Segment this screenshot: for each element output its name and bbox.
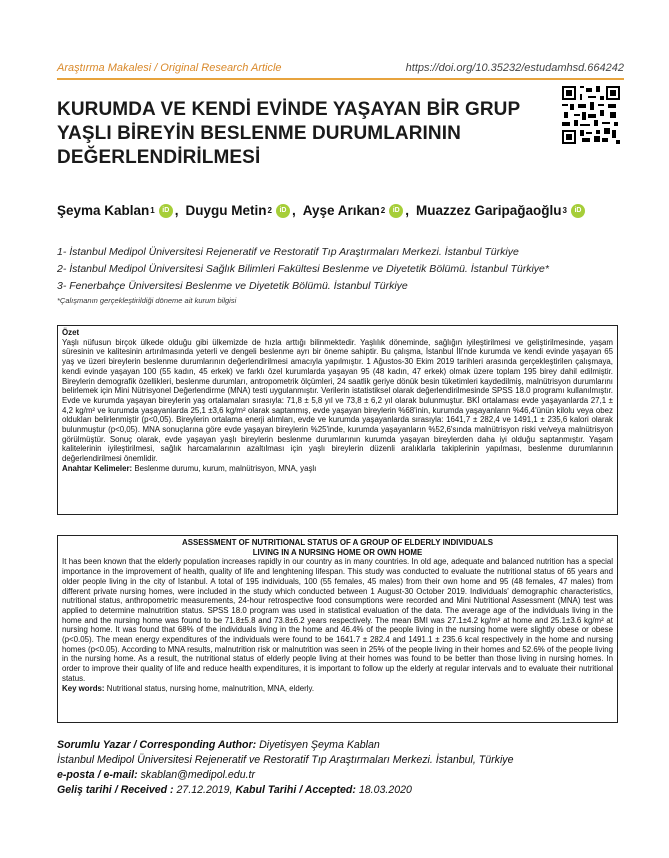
abstract-body: It has been known that the elderly population increases rapidly in our country as in many countries. In old age, adequate and balanced nutrition has a special importance in the improvement of health, quality of life and lenghtening lifespan. This study was conducted to evaluate the nutritional status of 65 years and older people living in the city of Istanbul. A total of 195 individuals, 100 (55 females, 45 males) from their own home and 95 (48 females, 47 males) from different private nursing homes, were included in the study which conducted between 1 August-30 October 2019. Individuals' demographic characteristics, nutritional status, anthropometric measurements, 24-hour retrospective food consumptions were recorded and Mini Nutritional Assessment (MNA) test was applied to determine malnutrition status. SPSS 18.0 program was used in statistical evaluation of the data. The average age of the individuals living in the home and the nursing home was found to be 71.8±5.8 and 73.8±6.2 years respectively. The mean BMI was 27.1±4.2 kg/m² at home and 25.1±3.6 kg/m² at nursing home. It was found that 68% of the individuals living in the home and 46.4% of the people living in the nursing home were slightly obese or obese (p<0.05). The mean energy expenditures of the individuals were found to be 1641.7 ± 282.4 and 1491.1 ± 235.6 kcal respectively in the home and nursing homes (p<0.05). According to MNA results, malnutrition risk or malnutrition was seen in 25% of the people living in their homes and 52.6% of the people living in the nursing home. As a result, the nutritional status of elderly people living at their homes was found to be better than those living in nursing homes. In order to improve their quality of life and reduce health expenditures, it is important to follow up the elderly at regular intervals and to evaluate their nutritional status. [62, 557, 613, 683]
separator: , [405, 203, 409, 218]
email-value[interactable]: skablan@medipol.edu.tr [140, 769, 256, 781]
article-type: Araştırma Makalesi / Original Research Article [57, 62, 282, 74]
author-affiliation-number: 3 [562, 206, 567, 215]
abstract-turkish [57, 325, 618, 515]
orcid-icon[interactable]: iD [159, 204, 173, 218]
author [416, 203, 587, 218]
author [186, 203, 300, 218]
header-row [57, 62, 624, 74]
affiliation-item: 3- Fenerbahçe Üniversitesi Beslenme ve Diyetetik Bölümü. İstanbul Türkiye [57, 280, 408, 292]
corresponding-author-label: Sorumlu Yazar / Corresponding Author: [57, 739, 257, 751]
author-affiliation-number: 2 [267, 206, 272, 215]
keywords-line [62, 464, 613, 474]
received-label: Geliş tarihi / Received : [57, 784, 174, 796]
author-name: Duygu Metin [185, 203, 267, 218]
author [303, 203, 413, 218]
author [57, 203, 183, 218]
abstract-heading: LIVING IN A NURSING HOME OR OWN HOME [252, 547, 423, 557]
email-label: e-posta / e-mail: [57, 769, 138, 781]
affiliation-list [57, 244, 627, 295]
corresponding-institution: İstanbul Medipol Üniversitesi Rejeneratif ve Restoratif Tıp Araştırmaları Merkezi. İstanbul, Türkiye [57, 754, 514, 766]
separator: , [174, 203, 179, 218]
corresponding-author-value: Diyetisyen Şeyma Kablan [259, 739, 380, 751]
author-list [57, 203, 617, 218]
orcid-icon[interactable]: iD [571, 204, 585, 218]
qr-code-icon [562, 86, 620, 144]
keywords-label: Anahtar Kelimeler: [62, 463, 133, 473]
keywords-value: Nutritional status, nursing home, malnutrition, MNA, elderly. [106, 683, 315, 693]
affiliation-item: 2- İstanbul Medipol Üniversitesi Sağlık Bilimleri Fakültesi Beslenme ve Diyetetik Bölümü. İstanbul Türkiye* [57, 263, 549, 275]
corresponding-author-line [57, 738, 617, 753]
orcid-icon[interactable]: iD [389, 204, 403, 218]
doi-link[interactable]: https://doi.org/10.35232/estudamhsd.664242 [405, 62, 624, 74]
author-affiliation-number: 2 [380, 206, 386, 215]
footnote: *Çalışmanın gerçekleştirildiği döneme ait kurum bilgisi [57, 296, 237, 305]
received-value: 27.12.2019, [176, 784, 233, 796]
author-affiliation-number: 1 [150, 206, 155, 215]
author-name: Ayşe Arıkan [302, 203, 380, 218]
dates-line [57, 783, 617, 798]
keywords-value: Beslenme durumu, kurum, malnütrisyon, MNA, yaşlı [134, 463, 317, 473]
article-title: KURUMDA VE KENDİ EVİNDE YAŞAYAN BİR GRUP YAŞLI BİREYİN BESLENME DURUMLARININ DEĞERLENDİRİLMESİ [57, 99, 520, 168]
email-line [57, 768, 617, 783]
author-name: Muazzez Garipağaoğlu [416, 203, 562, 218]
keywords-label: Key words: [62, 683, 105, 693]
accepted-label: Kabul Tarihi / Accepted: [235, 784, 356, 796]
correspondence-block [57, 738, 617, 798]
abstract-heading: Özet [62, 328, 80, 337]
accepted-value: 18.03.2020 [358, 784, 412, 796]
abstract-heading: ASSESSMENT OF NUTRITIONAL STATUS OF A GROUP OF ELDERLY INDIVIDUALS [182, 538, 493, 547]
author-name: Şeyma Kablan [57, 203, 150, 218]
affiliation-item: 1- İstanbul Medipol Üniversitesi Rejeneratif ve Restoratif Tıp Araştırmaları Merkezi. İstanbul Türkiye [57, 246, 519, 258]
keywords-line [62, 684, 613, 694]
orcid-icon[interactable]: iD [276, 204, 290, 218]
abstract-body: Yaşlı nüfusun birçok ülkede olduğu gibi ülkemizde de hızla arttığı bilinmektedir. Yaşlılık döneminde, sağlığın iyileştirilmesi ve geliştirilmesinde, yaşam süresinin ve kalitesinin artırılmasında yeterli ve dengeli beslenme ayrı bir öneme sahiptir. Bu çalışma, İstanbul İli'nde kurumda ve kendi evinde yaşayan 65 yaş ve üzeri bireylerin beslenme durumlarının değerlendirilmesi amacıyla yapılmıştır. 1 Ağustos-30 Ekim 2019 tarihleri arasında gerçekleştirilen çalışmaya, kendi evinde yaşayan 100 (55 kadın, 45 erkek) ve farklı özel kurumlarda yaşayan 95 (48 kadın, 47 erkek) olmak üzere toplam 195 birey dahil edilmiştir. Bireylerin demografik özellikleri, beslenme durumları, antropometrik ölçümleri, 24 saatlik geriye dönük besin tüketimleri kaydedilmiş, malnütrisyon durumlarını belirlemek için Mini Nütrisyonel Değerlendirme (MNA) testi uygulanmıştır. Verilerin istatistiksel olarak değerlendirilmesinde SPSS 18.0 programı kullanılmıştır. Evde ve kurumda yaşayan bireylerin yaş ortalamaları sırasıyla: 71,8 ± 5,8 yıl ve 73,8 ± 6,2 yıl olarak bulunmuştur. BKİ ortalaması evde yaşayanlarda 27,1 ± 4,2 kg/m² ve kurumda yaşayanlarda 25,1 ±3,6 kg/m² olarak saptanmış, evde yaşayan bireylerin %68'inin, kurumda yaşayanların %46,4'ünün kilolu veya obez oldukları belirlenmiştir (p<0,05). Bireylerin ortalama enerji alımları, evde ve kurumda yaşayanlarda sırasıyla: 1641,7 ± 282,4 ve 1491,1 ± 235,6 kalori olarak bulunmuştur (p<0,05). MNA sonuçlarına göre evde yaşayan bireylerin %25'inde, kurumda yaşayanların %52,6'sında malnütrisyon riski ve/veya malnütrisyon görülmüştür. Sonuç olarak, evde yaşayan yaşlı bireylerin beslenme durumlarının kurumda yaşayan bireylerden daha iyi olduğu saptanmıştır. Yaşam kalitelerinin iyileştirilmesi, sağlık harcamalarının azaltılması için yaşlı bireylerin düzenli aralıklarla takiplerinin yapılması, beslenme durumlarının değerlendirilmesi önemlidir. [62, 337, 613, 464]
separator: , [291, 203, 296, 218]
header-divider [57, 78, 624, 80]
abstract-english [57, 535, 618, 723]
